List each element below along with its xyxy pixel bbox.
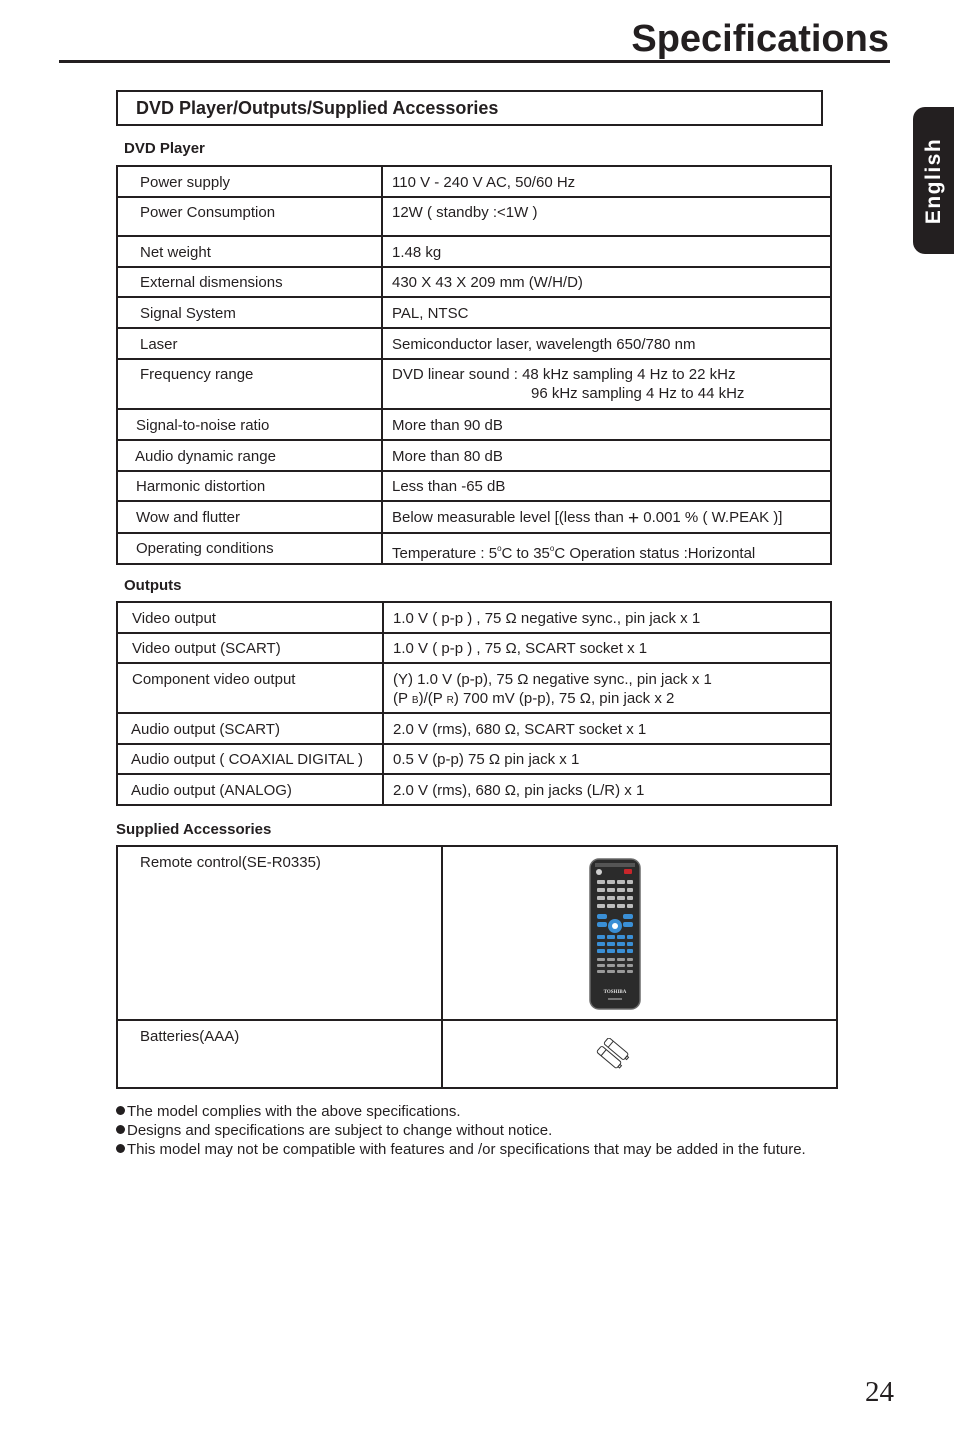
page-title: Specifications — [631, 18, 889, 60]
plus-minus-symbol: + — [627, 508, 640, 529]
list-item: The model complies with the above specifications. — [116, 1102, 806, 1121]
spec-label: Audio dynamic range — [117, 440, 382, 471]
section-title: DVD Player/Outputs/Supplied Accessories — [116, 90, 823, 126]
spec-value: PAL, NTSC — [382, 297, 831, 328]
table-row — [117, 663, 831, 713]
spec-label: Laser — [117, 328, 382, 359]
table-row — [117, 197, 831, 236]
table-row — [117, 501, 831, 533]
page-number: 24 — [865, 1376, 894, 1408]
spec-label: External dismensions — [117, 267, 382, 297]
spec-value — [382, 359, 831, 409]
outputs-heading: Outputs — [124, 577, 182, 594]
spec-label: Wow and flutter — [117, 501, 382, 533]
spec-value: Below measurable level [(less than + 0.001 % ( W.PEAK )] — [382, 501, 831, 533]
spec-value: More than 80 dB — [382, 440, 831, 471]
table-row — [117, 602, 831, 633]
bullet-icon — [116, 1125, 125, 1134]
bullet-icon — [116, 1106, 125, 1115]
dvd-player-heading: DVD Player — [124, 140, 205, 157]
table-row — [117, 267, 831, 297]
spec-label: Audio output ( COAXIAL DIGITAL ) — [117, 744, 383, 774]
accessories-table — [116, 845, 838, 1089]
notes-list — [116, 1102, 806, 1159]
remote-control-icon — [589, 858, 641, 1010]
accessory-label: Remote control(SE-R0335) — [117, 846, 442, 1020]
degree-symbol: o — [549, 544, 555, 553]
table-row — [117, 471, 831, 501]
table-row — [117, 166, 831, 197]
accessory-image-cell — [442, 846, 837, 1020]
spec-value: 1.48 kg — [382, 236, 831, 267]
spec-value: 0.5 V (p-p) 75 Ω pin jack x 1 — [383, 744, 831, 774]
spec-label: Signal System — [117, 297, 382, 328]
table-row — [117, 1020, 837, 1088]
spec-label: Signal-to-noise ratio — [117, 409, 382, 440]
spec-value: 12W ( standby :<1W ) — [382, 197, 831, 236]
component-output-line-1: (Y) 1.0 V (p-p), 75 Ω negative sync., pin jack x 1 — [393, 671, 712, 688]
list-item: Designs and specifications are subject to change without notice. — [116, 1121, 806, 1140]
spec-label: Frequency range — [117, 359, 382, 409]
spec-label: Operating conditions — [117, 533, 382, 564]
spec-value: 1.0 V ( p-p ) , 75 Ω negative sync., pin jack x 1 — [383, 602, 831, 633]
table-row — [117, 744, 831, 774]
spec-label: Net weight — [117, 236, 382, 267]
spec-label: Audio output (ANALOG) — [117, 774, 383, 805]
language-tab-label: English — [921, 137, 945, 224]
table-row — [117, 774, 831, 805]
table-row — [117, 297, 831, 328]
table-row — [117, 440, 831, 471]
spec-value: 430 X 43 X 209 mm (W/H/D) — [382, 267, 831, 297]
list-item: This model may not be compatible with features and /or specifications that may be added in the future. — [116, 1140, 806, 1159]
table-row — [117, 359, 831, 409]
remote-brand-logo: TOSHIBA — [603, 990, 627, 995]
table-row — [117, 533, 831, 564]
spec-value: Less than -65 dB — [382, 471, 831, 501]
spec-value: 110 V - 240 V AC, 50/60 Hz — [382, 166, 831, 197]
dvd-player-table — [116, 165, 832, 565]
spec-label: Audio output (SCART) — [117, 713, 383, 744]
table-row — [117, 846, 837, 1020]
frequency-range-line-2: 96 kHz sampling 4 Hz to 44 kHz — [531, 385, 745, 402]
table-row — [117, 713, 831, 744]
outputs-table — [116, 601, 832, 806]
language-tab — [913, 107, 954, 254]
spec-label: Component video output — [117, 663, 383, 713]
accessory-label: Batteries(AAA) — [117, 1020, 442, 1088]
spec-label: Video output — [117, 602, 383, 633]
batteries-icon — [595, 1038, 631, 1070]
frequency-range-line-1: DVD linear sound : 48 kHz sampling 4 Hz to 22 kHz — [392, 366, 736, 383]
spec-value — [383, 663, 831, 713]
spec-value: 1.0 V ( p-p ) , 75 Ω, SCART socket x 1 — [383, 633, 831, 663]
table-row — [117, 328, 831, 359]
spec-value: 2.0 V (rms), 680 Ω, SCART socket x 1 — [383, 713, 831, 744]
table-row — [117, 633, 831, 663]
table-row — [117, 236, 831, 267]
accessory-image-cell — [442, 1020, 837, 1088]
accessories-heading: Supplied Accessories — [116, 821, 272, 838]
spec-label: Harmonic distortion — [117, 471, 382, 501]
spec-label: Video output (SCART) — [117, 633, 383, 663]
title-rule — [59, 60, 890, 63]
spec-value: 2.0 V (rms), 680 Ω, pin jacks (L/R) x 1 — [383, 774, 831, 805]
spec-label: Power supply — [117, 166, 382, 197]
spec-label: Power Consumption — [117, 197, 382, 236]
spec-value: Temperature : 5$^o$C to 35$^o$C Operation status :Horizontal — [382, 533, 831, 564]
table-row — [117, 409, 831, 440]
component-output-line-2: (P B)/(P R) 700 mV (p-p), 75 Ω, pin jack x 2 — [393, 690, 675, 707]
spec-value: Semiconductor laser, wavelength 650/780 nm — [382, 328, 831, 359]
bullet-icon — [116, 1144, 125, 1153]
degree-symbol: o — [497, 544, 502, 553]
spec-value: More than 90 dB — [382, 409, 831, 440]
